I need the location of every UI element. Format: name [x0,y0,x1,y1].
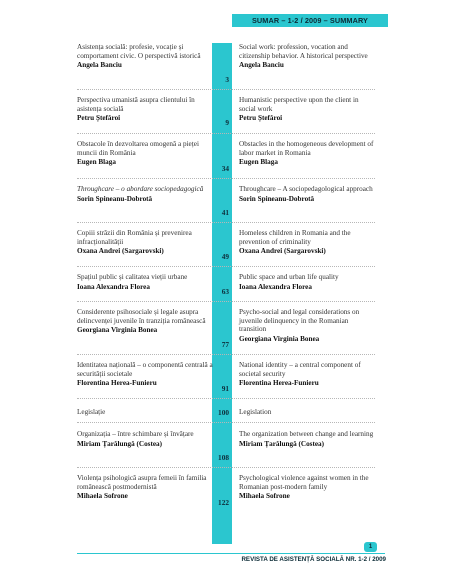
entry-divider [77,89,375,90]
entry-title-ro: Legislație [77,408,106,416]
entry-page-number: 100 [218,408,229,417]
toc-entry-ro [77,96,213,123]
entry-author-en: Florentina Herea-Funieru [239,379,319,388]
entry-author-ro: Ioana Alexandra Florea [77,282,150,291]
summary-header: SUMAR – 1-2 / 2009 – SUMMARY [232,14,388,27]
toc-entry-en [239,474,377,501]
toc-entry-ro [77,361,213,388]
entry-title-en: Social work: profession, vocation and citizenship behavior. A historical perspective [239,43,368,60]
entry-title-ro: Perspectiva umanistă asupra clientului în asistența socială [77,96,195,113]
entry-title-ro: Spațiul public și calitatea vieții urbane [77,273,188,281]
toc-entry-ro [77,308,213,335]
entry-title-ro: Asistența socială: profesie, vocație și comportament civic. O perspectivă istorică [77,43,201,60]
entry-page-number: 3 [225,75,229,84]
toc-entry-ro [77,474,213,501]
entry-author-en: Miriam Țarălungă (Costea) [239,439,325,448]
entry-title-en: Obstacles in the homogeneous development of labor market in Romania [239,140,374,157]
entry-page-number: 108 [218,453,229,462]
entry-author-en: Georgiana Virginia Bonea [239,334,320,343]
entry-title-ro: Organizația – între schimbare și învățare [77,430,194,438]
entry-author-en: Sorin Spineanu-Dobrotă [239,194,315,203]
entry-title-en: Homeless children in Romania and the prevention of criminality [239,229,351,246]
entry-divider [77,222,375,223]
entry-divider [77,422,375,423]
entry-author-en: Oxana Andrei (Sargarovski) [239,247,326,256]
toc-entry-ro [77,140,213,167]
entry-author-ro: Sorin Spineanu-Dobrotă [77,194,153,203]
entry-divider [77,178,375,179]
entry-title-ro: Obstacole în dezvoltarea omogenă a pieței muncii din România [77,140,199,157]
entry-author-en: Mihaela Sofrone [239,492,290,501]
entry-title-en: Public space and urban life quality [239,273,339,281]
toc-entry-en [239,140,377,167]
entry-page-number: 9 [225,118,229,127]
entry-author-en: Eugen Blaga [239,158,278,167]
entry-title-ro: Throughcare – o abordare sociopedagogică [77,185,204,193]
entry-author-en: Petru Ștefăroi [239,114,283,123]
toc-entry-ro [77,408,213,417]
entry-title-ro: Copiii străzii din România și prevenirea infracționalității [77,229,192,246]
toc-entry-ro [77,185,213,203]
toc-entry-en [239,308,377,343]
entry-title-en: Legislation [239,408,272,416]
toc-entry-en [239,229,377,256]
entry-author-ro: Georgiana Virginia Bonea [77,326,158,335]
entry-author-en: Ioana Alexandra Florea [239,282,312,291]
journal-footer: REVISTA DE ASISTENȚĂ SOCIALĂ NR. 1-2 / 2009 [241,556,386,563]
entry-title-en: Psycho-social and legal considerations on juvenile delinquency in the Romanian transition [239,308,360,334]
entry-author-en: Angela Banciu [239,61,284,70]
entry-page-number: 63 [221,287,229,296]
toc-entry-en [239,430,377,448]
toc-entry-en [239,273,377,291]
entry-divider [77,398,375,399]
entry-title-en: Humanistic perspective upon the client in social work [239,96,359,113]
toc-entry-ro [77,43,213,70]
entry-title-en: Throughcare – A sociopedagological approach [239,185,373,193]
entry-title-en: The organization between change and learning [239,430,374,438]
entry-title-ro: Violența psihologică asupra femeii în familia românească postmodernistă [77,474,207,491]
entry-author-ro: Mihaela Sofrone [77,492,128,501]
entry-author-ro: Petru Ștefăroi [77,114,121,123]
toc-entry-ro [77,229,213,256]
entry-divider [77,354,375,355]
entry-page-number: 91 [221,384,229,393]
entry-divider [77,467,375,468]
entry-page-number: 77 [221,340,229,349]
toc-entry-en [239,43,377,70]
entry-author-ro: Florentina Herea-Funieru [77,379,157,388]
toc-entry-en [239,361,377,388]
entry-title-ro: Considerente psihosociale și legale asupra delincvenței juvenile în tranziția românească [77,308,206,325]
entry-divider [77,301,375,302]
toc-entry-en [239,408,377,417]
entry-author-ro: Angela Banciu [77,61,122,70]
entry-divider [77,266,375,267]
entry-author-ro: Oxana Andrei (Sargarovski) [77,247,164,256]
entry-divider [77,133,375,134]
entry-page-number: 41 [221,208,229,217]
entry-author-ro: Eugen Blaga [77,158,116,167]
entry-page-number: 49 [221,252,229,261]
toc-entry-en [239,96,377,123]
entry-title-ro: Identitatea națională – o componentă centrală a securității societale [77,361,213,378]
footer-rule [77,553,385,554]
entry-page-number: 34 [221,164,229,173]
page-number-badge: 1 [364,542,377,552]
entry-page-number: 122 [218,498,229,507]
entry-author-ro: Miriam Țarălungă (Costea) [77,439,163,448]
toc-entry-ro [77,273,213,291]
entry-title-en: Psychological violence against women in the Romanian post-modern family [239,474,369,491]
toc-entry-ro [77,430,213,448]
entry-title-en: National identity – a central component of societal security [239,361,361,378]
toc-entry-en [239,185,377,203]
